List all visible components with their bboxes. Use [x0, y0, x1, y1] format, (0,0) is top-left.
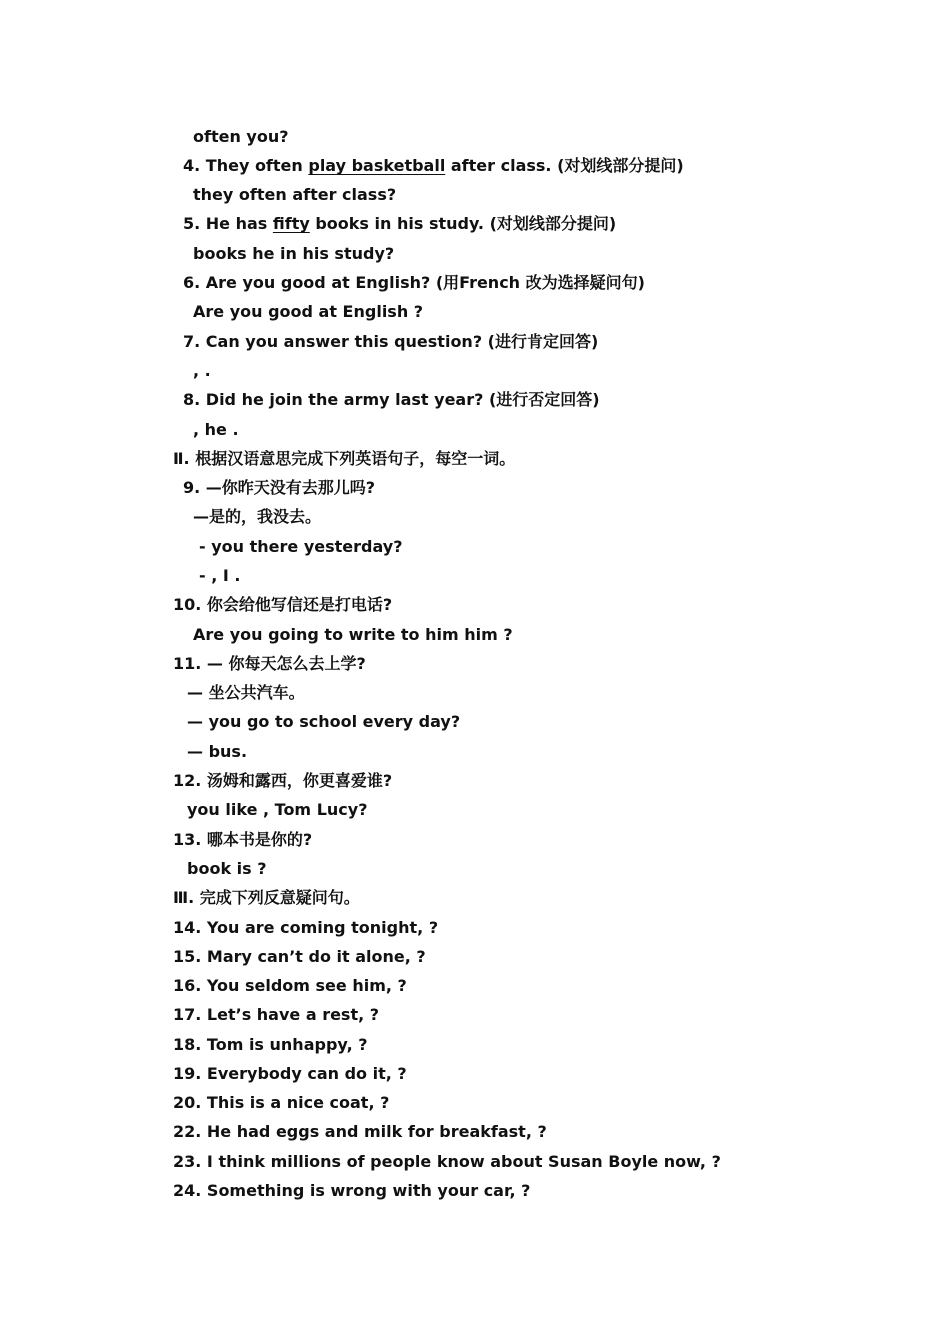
question-20 — [173, 1093, 389, 1113]
question-13-answer — [187, 859, 267, 879]
punctuation: ? — [369, 1005, 380, 1024]
question-text: 22. He had eggs and milk for breakfast, — [173, 1122, 532, 1141]
answer-text: he — [252, 244, 275, 263]
question-4-answer — [193, 185, 396, 205]
question-text: 10. 你会给他写信还是打电话? — [173, 595, 393, 614]
question-6-answer — [193, 302, 423, 322]
answer-text: Are you going to write to him — [193, 625, 459, 644]
punctuation: . — [234, 566, 241, 585]
question-text: 5. He has — [183, 214, 273, 233]
question-4 — [183, 156, 684, 176]
answer-text: books — [193, 244, 247, 263]
question-9-answer-1 — [199, 537, 402, 557]
question-11-reply — [187, 683, 305, 703]
answer-text: there yesterday? — [249, 537, 403, 556]
dash: - — [199, 566, 206, 585]
answer-text: you go to school every day? — [208, 712, 461, 731]
answer-text: often — [193, 127, 241, 146]
question-text: 4. They often — [183, 156, 309, 175]
punctuation: ? — [503, 625, 513, 644]
punctuation: ? — [380, 1093, 390, 1112]
q3-answer-line — [193, 127, 289, 147]
question-text: 17. Let’s have a rest, — [173, 1005, 365, 1024]
question-text: after class. (对划线部分提问) — [445, 156, 684, 175]
question-text: 11. — 你每天怎么去上学? — [173, 654, 366, 673]
question-12-answer — [187, 800, 367, 820]
punctuation: . — [204, 361, 211, 380]
punctuation: ? — [521, 1181, 531, 1200]
question-17 — [173, 1005, 379, 1025]
question-text: — 坐公共汽车。 — [187, 683, 305, 702]
punctuation: . — [232, 420, 239, 439]
answer-text: after class? — [292, 185, 397, 204]
question-12 — [173, 771, 392, 791]
punctuation: ? — [358, 1035, 368, 1054]
section-3-heading — [173, 888, 360, 908]
question-text: 24. Something is wrong with your car, — [173, 1181, 516, 1200]
punctuation: ? — [397, 976, 407, 995]
question-text: 8. Did he join the army last year? (进行否定回答) — [183, 390, 600, 409]
answer-text: in his study? — [280, 244, 395, 263]
question-16 — [173, 976, 407, 996]
answer-text: Are you good at English — [193, 302, 409, 321]
question-9-answer-2 — [199, 566, 240, 586]
punctuation: ? — [416, 947, 426, 966]
question-text: 20. This is a nice coat, — [173, 1093, 375, 1112]
question-5 — [183, 214, 616, 234]
underlined-text: play basketball — [308, 156, 446, 175]
question-19 — [173, 1064, 407, 1084]
question-text: 15. Mary can’t do it alone, — [173, 947, 411, 966]
answer-text: you — [211, 537, 245, 556]
question-text: books in his study. (对划线部分提问) — [309, 214, 617, 233]
dash: — — [187, 742, 203, 761]
question-14 — [173, 918, 438, 938]
punctuation: , — [193, 361, 200, 380]
question-11-answer-2 — [187, 742, 247, 762]
answer-text: him — [464, 625, 498, 644]
question-13 — [173, 830, 312, 850]
underlined-text: fifty — [272, 214, 310, 233]
dash: - — [199, 537, 206, 556]
question-6 — [183, 273, 645, 293]
question-7 — [183, 332, 598, 352]
answer-text: , he — [193, 420, 227, 439]
punctuation: ? — [257, 859, 267, 878]
answer-text: book is — [187, 859, 252, 878]
section-2-heading — [173, 449, 515, 469]
question-10 — [173, 595, 392, 615]
question-text: 16. You seldom see him, — [173, 976, 392, 995]
question-text: 9. —你昨天没有去那儿吗? — [183, 478, 376, 497]
question-11 — [173, 654, 366, 674]
punctuation: ? — [413, 302, 424, 321]
question-8-answer — [193, 420, 239, 440]
question-18 — [173, 1035, 368, 1055]
question-text: 19. Everybody can do it, — [173, 1064, 392, 1083]
question-22 — [173, 1122, 547, 1142]
answer-text: Lucy? — [316, 800, 368, 819]
answer-text: , Tom — [263, 800, 312, 819]
question-11-answer-1 — [187, 712, 460, 732]
question-5-answer — [193, 244, 394, 264]
question-9-reply — [193, 507, 321, 527]
question-23 — [173, 1152, 721, 1172]
question-text: 7. Can you answer this question? (进行肯定回答) — [183, 332, 599, 351]
answer-text: you like — [187, 800, 258, 819]
question-text: 18. Tom is unhappy, — [173, 1035, 353, 1054]
question-9 — [183, 478, 375, 498]
section-title: Ⅲ. 完成下列反意疑问句。 — [173, 888, 360, 907]
question-text: 14. You are coming tonight, — [173, 918, 424, 937]
answer-text: they often — [193, 185, 287, 204]
section-title: Ⅱ. 根据汉语意思完成下列英语句子，每空一词。 — [173, 449, 516, 468]
punctuation: ? — [537, 1122, 547, 1141]
punctuation: ? — [711, 1152, 721, 1171]
question-7-answer — [193, 361, 211, 381]
question-text: 13. 哪本书是你的? — [173, 830, 313, 849]
question-text: 6. Are you good at English? (用French 改为选择疑问句) — [183, 273, 645, 292]
punctuation: ? — [428, 918, 439, 937]
question-8 — [183, 390, 600, 410]
dash: — — [187, 712, 203, 731]
answer-text: , I — [211, 566, 229, 585]
answer-text: bus. — [208, 742, 248, 761]
question-text: 23. I think millions of people know about Susan Boyle now, — [173, 1152, 706, 1171]
question-24 — [173, 1181, 530, 1201]
question-10-answer — [193, 625, 513, 645]
question-15 — [173, 947, 426, 967]
question-text: 12. 汤姆和露西，你更喜爱谁? — [173, 771, 393, 790]
question-text: —是的，我没去。 — [193, 507, 322, 526]
answer-text: you? — [246, 127, 289, 146]
punctuation: ? — [397, 1064, 407, 1083]
